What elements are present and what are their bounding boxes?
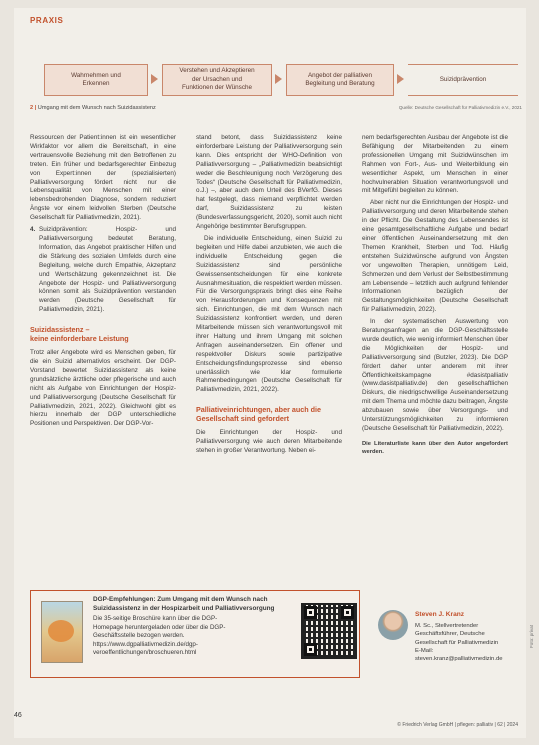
recommendation-box — [30, 590, 360, 678]
qr-code-icon[interactable] — [301, 603, 357, 659]
author-avatar — [378, 610, 408, 640]
paragraph: Ressourcen der Patient:innen ist ein wesentlicher Wirkfaktor vor allem die Bereitschaft, in eine vertrauensvolle Beziehung mit den Betroffenen zu treten. Ein früher und bedarfsgerechter Einbezug von Expert:innen der (spezialisierten) Palliativversorgung fördert nicht nur die Lebensqualität von Menschen mit einer lebensbedrohenden Diagnose, sondern reduziert Ängste vor einem leidvollen Sterben (Deutsche Gesellschaft für Palliativmedizin, 2021). — [30, 134, 176, 222]
page-number: 46 — [14, 712, 22, 719]
numbered-item — [30, 226, 176, 315]
arrow-icon — [397, 74, 404, 84]
paragraph: Aber nicht nur die Einrichtungen der Hospiz- und Palliativversorgung und deren Mitarbeitende stehen in der Pflicht. Die Gestaltung des Lebensendes ist eine gesamtgesellschaftliche Aufgabe und bedarf einer öffentlichen Auseinandersetzung mit den Themen Krankheit, Sterben und Tod. Häufig entstehen Suizidwünsche aufgrund von Ängsten vor ungewollten Therapien, unnötigem Leid, Schmerzen und dem Verlust der Selbstbestimmung am Lebensende – letztlich auch aufgrund fehlender Informationen bezüglich der Gestaltungsmöglichkeiten (Deutsche Gesellschaft für Palliativmedizin, 2022). — [362, 199, 508, 314]
photo-credit: Foto: privat — [529, 625, 534, 648]
qr-corner — [341, 606, 354, 619]
paragraph: Die Einrichtungen der Hospiz- und Palliativversorgung wie auch deren Mitarbeitende stehen in großer Verantwortung. Neben ei- — [196, 429, 342, 455]
page — [14, 8, 534, 738]
step-offer — [286, 64, 394, 96]
recommendation-text[interactable]: Die 35-seitige Broschüre kann über die DGP-Homepage heruntergeladen oder über die DGP-Geschäftsstelle bezogen werden. https://www.dgpalliativmedizin.de/dgp-veroeffentlichungen/broschueren.html — [93, 615, 226, 657]
step-recognize — [44, 64, 148, 96]
item-text: Suizidprävention: Hospiz- und Palliativversorgung bedeutet Beratung, Information, das Angebot praktischer Hilfen und die Stärkung des sozialen Umfelds durch eine Begleitung, welche durch Empathie, Akzeptanz und Wertschätzung gekennzeichnet ist. Die Angebote der Hospiz- und Palliativversorgung können somit als Suizidprävention verstanden werden (Deutsche Gesellschaft für Palliativmedizin, 2021). — [39, 226, 176, 314]
recommendation-title: DGP-Empfehlungen: Zum Umgang mit dem Wunsch nach Suizidassistenz in der Hospizarbeit und Palliativversorgung — [93, 596, 275, 612]
step-understand — [162, 64, 272, 96]
section-label: PRAXIS — [30, 16, 64, 25]
step-label: Angebot der palliativen Begleitung und Beratung — [305, 71, 375, 87]
process-diagram — [30, 60, 528, 98]
email-label: E-Mail: — [415, 647, 434, 654]
qr-corner — [304, 606, 317, 619]
column-2 — [196, 134, 342, 459]
section-heading: Suizidassistenz – keine einforderbare Leistung — [30, 325, 129, 344]
author-info — [415, 611, 515, 663]
item-number: 4. — [30, 226, 36, 234]
step-label: Suizidprävention — [439, 75, 487, 83]
section-heading: Palliativeinrichtungen, aber auch die Gesellschaft sind gefordert — [196, 405, 322, 424]
column-3 — [362, 134, 508, 459]
footer-publisher: © Friedrich Verlag GmbH | pflegen: palliativ | 62 | 2024 — [397, 722, 518, 728]
author-name: Steven J. Kranz — [415, 611, 465, 618]
figure-caption-text: Umgang mit dem Wunsch nach Suizidassistenz — [37, 105, 156, 111]
arrow-icon — [151, 74, 158, 84]
step-label: Verstehen und Akzeptieren der Ursachen und Funktionen der Wünsche — [179, 67, 255, 92]
step-prevention — [408, 64, 518, 96]
paragraph: In der systematischen Auswertung von Beratungsanfragen an die DGP-Geschäftsstelle wurde deutlich, wie wenig informiert Menschen über die Möglichkeiten der Hospiz- und Palliativversorgung sind (Butzler, 2023). Die DGP fördert daher unter anderem mit ihrer Öffentlichkeitskampagne #dasistpalliativ (www.dasistpalliativ.de) den gesellschaftlichen Diskurs, die niedrigschwellige Auseinandersetzung mit dem Thema und möchte dazu beitragen, Ängste abzubauen sowie über Versorgungs- und Unterstützungsmöglichkeiten zu informieren (Deutsche Gesellschaft für Palliativmedizin, 2022). — [362, 318, 508, 432]
paragraph: Die individuelle Entscheidung, einen Suizid zu begleiten und Hilfe dabei anzubieten, wie auch die individuelle Entscheidung gegen die Suizidassistenz sind persönliche Gewissensentscheidungen für eine konkrete Ausnahmesituation, die respektiert werden müssen. Für die Versorgungspraxis bringt dies eine Reihe von Herausforderungen und Konsequenzen mit sich. Einrichtungen, die mit dem Wunsch nach Suizidassistenz konfrontiert werden, und deren Mitarbeitende müssen sich verantwortungsvoll mit ihrer Haltung und ihrem Umgang mit solchen Anfragen auseinandersetzen. Ein offener und respektvoller Diskurs sowie partizipative Entscheidungsfindungsprozesse sind ebenso unerlässlich wie klar formulierte Rahmenbedingungen (Deutsche Gesellschaft für Palliativmedizin, 2021, 2022). — [196, 234, 342, 394]
figure-source: Quelle: Deutsche Gesellschaft für Palliativmedizin e.V., 2021 — [398, 105, 522, 110]
figure-caption — [30, 105, 156, 111]
figure-number: 2 | — [30, 105, 37, 111]
author-email-link[interactable]: steven.kranz@palliativmedizin.de — [415, 656, 503, 663]
step-label: Wahrnehmen und Erkennen — [71, 71, 121, 87]
author-role: M. Sc., Stellvertretender Geschäftsführer, Deutsche Gesellschaft für Palliativmedizin — [415, 623, 499, 646]
paragraph: stand betont, dass Suizidassistenz keine einforderbare Leistung der Palliativversorgung sein kann. Dies entspricht der WHO-Definition von Palliativversorgung – „Palliativmedizin beabsichtigt weder die Beschleunigung noch Verzögerung des Todes“ (Deutsche Gesellschaft für Palliativmedizin, o.J.) –, aber auch dem Urteil des BVerfG. Dieses hat festgelegt, dass niemand verpflichtet werden darf, Suizidassistenz zu leisten (Bundesverfassungsgericht, 2020), somit auch nicht Angehörige bestimmter Berufsgruppen. — [196, 134, 342, 231]
brochure-cover-image — [41, 601, 83, 663]
literature-note: Die Literaturliste kann über den Autor angefordert werden. — [362, 440, 508, 455]
qr-corner — [304, 643, 317, 656]
paragraph: nem bedarfsgerechten Ausbau der Angebote ist die Befähigung der Mitarbeitenden zu einem professionellen Umgang mit Suizidwünschen im Rahmen von Fort-, Aus- und Weiterbildung ein wesentlicher Aspekt, um Menschen in einer hochvulnerablen Situation verantwortungsvoll und mit Mitgefühl begleiten zu können. — [362, 134, 508, 195]
arrow-icon — [275, 74, 282, 84]
paragraph: Trotz aller Angebote wird es Menschen geben, für die ein Suizid alternativlos erscheint. Der DGP-Vorstand bewertet Suizidassistenz als keine grundsätzliche ärztliche oder pflegerische und auch nicht als Aufgabe von Einrichtungen der Hospiz- und Palliativversorgung (Deutsche Gesellschaft für Palliativmedizin, 2021, 2022). Gleichwohl gibt es hierzu innerhalb der DGP unterschiedliche Positionen und Perspektiven. Der DGP-Vor- — [30, 349, 176, 428]
column-1 — [30, 134, 176, 432]
tree-icon — [48, 620, 74, 642]
